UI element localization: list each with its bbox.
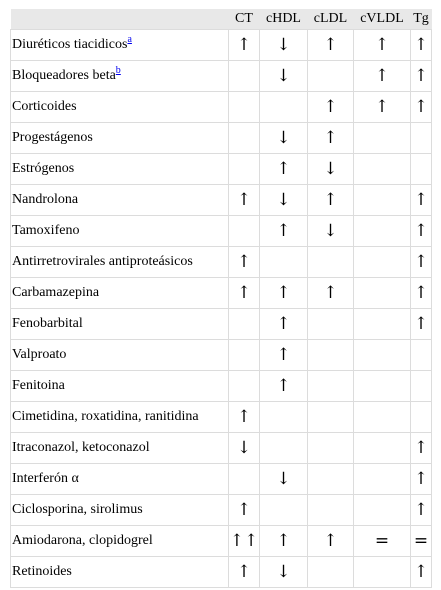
- effect-cell-vldl: ↑: [354, 91, 411, 122]
- table-row: [11, 432, 432, 463]
- table-row: [11, 246, 432, 277]
- drug-name-cell: [11, 153, 229, 184]
- effect-cell-ldl: ↑: [308, 277, 354, 308]
- footnote-link[interactable]: b: [115, 64, 121, 76]
- drug-name-cell: [11, 184, 229, 215]
- effect-cell-vldl: [354, 215, 411, 246]
- drug-name-cell: [11, 29, 229, 60]
- effect-cell-ct: ↑: [229, 494, 260, 525]
- drug-name: Valproato: [12, 346, 67, 362]
- drug-name: Cimetidina, roxatidina, ranitidina: [12, 408, 199, 424]
- effect-cell-vldl: [354, 370, 411, 401]
- effect-cell-vldl: [354, 122, 411, 153]
- effect-cell-ldl: [308, 432, 354, 463]
- drug-name: Corticoides: [12, 98, 77, 114]
- effect-cell-tg: ↑: [411, 60, 432, 91]
- drug-name: Retinoides: [12, 563, 72, 579]
- drug-name-cell: [11, 277, 229, 308]
- header-chdl: cHDL: [266, 10, 301, 26]
- drug-name-cell: [11, 122, 229, 153]
- table-header-row: [11, 9, 432, 29]
- drug-name-cell: [11, 432, 229, 463]
- effect-cell-ct: [229, 339, 260, 370]
- drug-name-cell: [11, 60, 229, 91]
- effect-cell-hdl: ↓: [260, 184, 308, 215]
- effect-cell-hdl: [260, 401, 308, 432]
- header-cvldl: cVLDL: [360, 10, 404, 26]
- effect-cell-ldl: [308, 401, 354, 432]
- effect-cell-hdl: ↓: [260, 463, 308, 494]
- effect-cell-vldl: [354, 153, 411, 184]
- effect-cell-tg: ↑: [411, 463, 432, 494]
- drug-name: Fenitoina: [12, 377, 65, 393]
- table-row: [11, 308, 432, 339]
- drug-name-cell: [11, 215, 229, 246]
- effect-cell-ldl: ↑: [308, 29, 354, 60]
- table-row: [11, 60, 432, 91]
- effect-cell-vldl: [354, 184, 411, 215]
- effect-cell-vldl: [354, 401, 411, 432]
- table-row: [11, 494, 432, 525]
- effect-cell-vldl: [354, 494, 411, 525]
- effect-cell-ct: ↑: [229, 29, 260, 60]
- effect-cell-ct: ↑: [229, 277, 260, 308]
- drug-name-cell: [11, 308, 229, 339]
- effect-cell-ct: [229, 153, 260, 184]
- effect-cell-vldl: [354, 463, 411, 494]
- table-row: [11, 277, 432, 308]
- effect-cell-ct: [229, 60, 260, 91]
- effect-cell-ldl: [308, 246, 354, 277]
- effect-cell-vldl: [354, 246, 411, 277]
- effect-cell-tg: ↑: [411, 308, 432, 339]
- effect-cell-tg: ↑: [411, 494, 432, 525]
- table-row: [11, 463, 432, 494]
- effect-cell-tg: [411, 339, 432, 370]
- drug-name: Itraconazol, ketoconazol: [12, 439, 150, 455]
- effect-cell-ct: ↑↑: [229, 525, 260, 556]
- effect-cell-ldl: ↑: [308, 184, 354, 215]
- effect-cell-ct: ↑: [229, 401, 260, 432]
- table-row: [11, 370, 432, 401]
- effect-cell-hdl: [260, 246, 308, 277]
- effect-cell-vldl: ↑: [354, 29, 411, 60]
- drug-name: Bloqueadores beta: [12, 67, 116, 83]
- effect-cell-ct: [229, 370, 260, 401]
- effect-cell-ct: ↓: [229, 432, 260, 463]
- effect-cell-hdl: [260, 494, 308, 525]
- table-row: [11, 556, 432, 587]
- effect-cell-tg: =: [411, 525, 432, 556]
- table-body: [11, 29, 432, 587]
- effect-cell-vldl: [354, 556, 411, 587]
- effect-cell-ldl: [308, 494, 354, 525]
- drug-name: Tamoxifeno: [12, 222, 80, 238]
- header-tg: Tg: [413, 10, 429, 26]
- effect-cell-hdl: [260, 432, 308, 463]
- header-cldl: cLDL: [313, 10, 348, 26]
- table-row: [11, 184, 432, 215]
- table-row: [11, 525, 432, 556]
- effect-cell-ct: [229, 91, 260, 122]
- effect-cell-ct: [229, 215, 260, 246]
- effect-cell-vldl: [354, 339, 411, 370]
- footnote-link[interactable]: a: [127, 33, 132, 45]
- footnote-marker: [116, 63, 121, 76]
- effect-cell-tg: ↑: [411, 29, 432, 60]
- effect-cell-tg: ↑: [411, 91, 432, 122]
- drug-name: Diuréticos tiacidicos: [12, 36, 128, 52]
- effect-cell-vldl: =: [354, 525, 411, 556]
- effect-cell-ldl: ↓: [308, 153, 354, 184]
- table-row: [11, 153, 432, 184]
- effect-cell-tg: [411, 370, 432, 401]
- effect-cell-ldl: [308, 339, 354, 370]
- effect-cell-ct: [229, 308, 260, 339]
- drug-name: Fenobarbital: [12, 315, 83, 331]
- effect-cell-ldl: [308, 308, 354, 339]
- effect-cell-hdl: ↓: [260, 60, 308, 91]
- table-row: [11, 122, 432, 153]
- drug-name-cell: [11, 370, 229, 401]
- drug-name: Progestágenos: [12, 129, 93, 145]
- effect-cell-tg: [411, 122, 432, 153]
- table-row: [11, 29, 432, 60]
- effect-cell-hdl: ↑: [260, 153, 308, 184]
- effect-cell-vldl: [354, 432, 411, 463]
- drug-name: Carbamazepina: [12, 284, 100, 300]
- footnote-marker: [127, 32, 131, 45]
- effect-cell-hdl: ↑: [260, 525, 308, 556]
- drug-lipid-table-container: [10, 9, 431, 588]
- effect-cell-tg: ↑: [411, 432, 432, 463]
- drug-name-cell: [11, 525, 229, 556]
- effect-cell-ct: ↑: [229, 184, 260, 215]
- effect-cell-vldl: [354, 277, 411, 308]
- table-row: [11, 401, 432, 432]
- effect-cell-hdl: ↓: [260, 122, 308, 153]
- effect-cell-hdl: ↓: [260, 29, 308, 60]
- drug-name: Amiodarona, clopidogrel: [12, 532, 153, 548]
- drug-name: Interferón α: [12, 470, 79, 486]
- table-row: [11, 91, 432, 122]
- effect-cell-hdl: [260, 91, 308, 122]
- effect-cell-hdl: ↑: [260, 215, 308, 246]
- table-row: [11, 215, 432, 246]
- drug-name-cell: [11, 401, 229, 432]
- drug-name: Estrógenos: [12, 160, 75, 176]
- table-row: [11, 339, 432, 370]
- drug-name-cell: [11, 463, 229, 494]
- effect-cell-ldl: ↑: [308, 525, 354, 556]
- effect-cell-hdl: ↑: [260, 370, 308, 401]
- effect-cell-tg: ↑: [411, 246, 432, 277]
- effect-cell-tg: ↑: [411, 215, 432, 246]
- effect-cell-vldl: ↑: [354, 60, 411, 91]
- effect-cell-ct: [229, 122, 260, 153]
- effect-cell-hdl: ↑: [260, 308, 308, 339]
- drug-name-cell: [11, 494, 229, 525]
- effect-cell-hdl: ↓: [260, 556, 308, 587]
- effect-cell-hdl: ↑: [260, 277, 308, 308]
- effect-cell-ldl: [308, 463, 354, 494]
- effect-cell-tg: ↑: [411, 184, 432, 215]
- drug-name-cell: [11, 339, 229, 370]
- effect-cell-ldl: ↑: [308, 122, 354, 153]
- drug-name-cell: [11, 91, 229, 122]
- drug-name-cell: [11, 556, 229, 587]
- drug-lipid-effects-table: [10, 9, 432, 588]
- drug-name: Antirretrovirales antiproteásicos: [12, 253, 193, 269]
- effect-cell-ldl: ↓: [308, 215, 354, 246]
- effect-cell-tg: ↑: [411, 277, 432, 308]
- effect-cell-ct: ↑: [229, 246, 260, 277]
- effect-cell-tg: [411, 401, 432, 432]
- header-drug: [11, 9, 229, 29]
- drug-name: Nandrolona: [12, 191, 79, 207]
- effect-cell-vldl: [354, 308, 411, 339]
- effect-cell-tg: ↑: [411, 556, 432, 587]
- effect-cell-ldl: [308, 370, 354, 401]
- effect-cell-ct: ↑: [229, 556, 260, 587]
- effect-cell-ct: [229, 463, 260, 494]
- effect-cell-ldl: ↑: [308, 91, 354, 122]
- header-ct: CT: [235, 10, 253, 26]
- drug-name: Ciclosporina, sirolimus: [12, 501, 143, 517]
- effect-cell-ldl: [308, 556, 354, 587]
- effect-cell-tg: [411, 153, 432, 184]
- effect-cell-ldl: [308, 60, 354, 91]
- effect-cell-hdl: ↑: [260, 339, 308, 370]
- drug-name-cell: [11, 246, 229, 277]
